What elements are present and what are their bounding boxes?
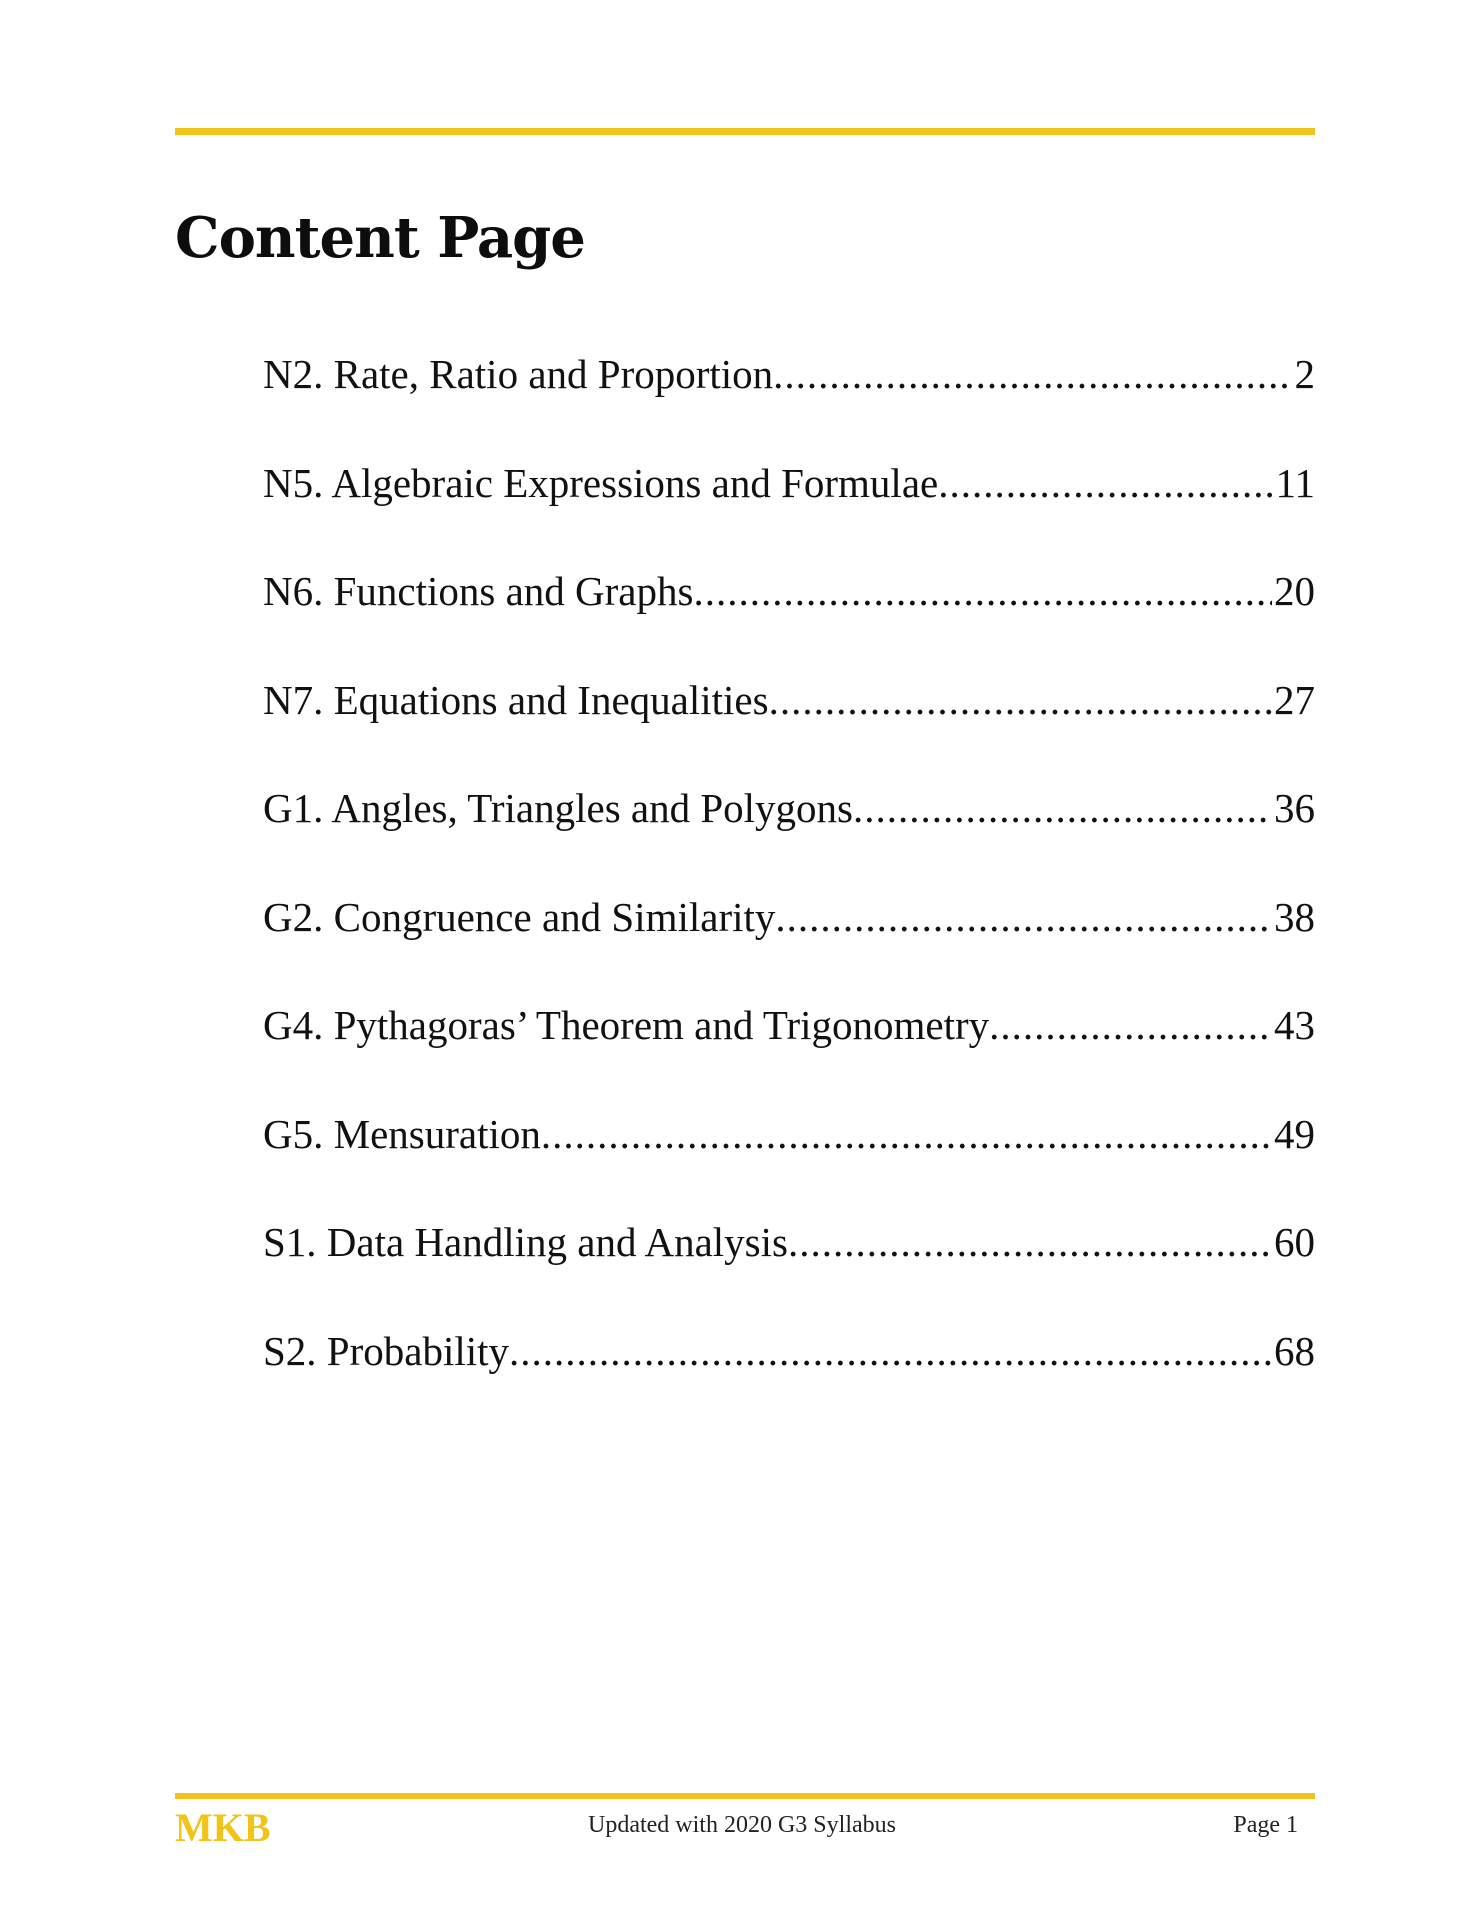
toc-entry[interactable] — [263, 340, 1315, 449]
toc-entry-label: G1. Angles, Triangles and Polygons — [263, 785, 853, 831]
toc-entry[interactable] — [263, 883, 1315, 992]
toc-dot-leader — [938, 449, 1273, 517]
toc-dot-leader — [853, 774, 1272, 842]
toc-dot-leader — [775, 883, 1272, 951]
toc-entry-label: N7. Equations and Inequalities — [263, 676, 769, 723]
footer-logo: MKB — [175, 1805, 271, 1850]
toc-entry-page: 60 — [1274, 1219, 1315, 1265]
toc-entry-page: 27 — [1274, 676, 1315, 723]
toc-entry[interactable] — [263, 1317, 1315, 1426]
toc-entry[interactable] — [263, 774, 1315, 883]
footer-syllabus-note: Updated with 2020 G3 Syllabus — [588, 1812, 896, 1838]
page-title: Content Page — [175, 205, 585, 271]
header-rule — [175, 128, 1315, 135]
toc-entry[interactable] — [263, 449, 1315, 558]
toc-entry[interactable] — [263, 557, 1315, 666]
toc-entry-page: 2 — [1294, 351, 1315, 397]
toc-dot-leader — [769, 666, 1272, 734]
toc-entry-page: 11 — [1275, 459, 1315, 506]
toc-entry-label: G4. Pythagoras’ Theorem and Trigonometry — [263, 1002, 990, 1048]
toc-dot-leader — [509, 1317, 1272, 1385]
toc-entry-label: G2. Congruence and Similarity — [263, 893, 776, 940]
toc-entry-label: N6. Functions and Graphs — [263, 568, 694, 614]
toc-entry-page: 38 — [1274, 893, 1315, 940]
toc-entry-label: N2. Rate, Ratio and Proportion — [263, 351, 774, 397]
toc-entry-page: 68 — [1274, 1327, 1315, 1374]
toc-entry[interactable] — [263, 666, 1315, 775]
table-of-contents — [263, 340, 1315, 1425]
toc-entry-label: N5. Algebraic Expressions and Formulae — [263, 459, 939, 506]
toc-entry[interactable] — [263, 1208, 1315, 1317]
toc-entry-page: 49 — [1274, 1110, 1315, 1157]
toc-entry-label: G5. Mensuration — [263, 1110, 541, 1157]
footer-page-number: Page 1 — [1233, 1812, 1298, 1838]
footer-rule — [175, 1793, 1315, 1799]
toc-dot-leader — [773, 340, 1292, 408]
toc-entry-page: 43 — [1274, 1002, 1315, 1048]
toc-dot-leader — [541, 1100, 1272, 1168]
toc-entry-label: S1. Data Handling and Analysis — [263, 1219, 788, 1265]
toc-entry-label: S2. Probability — [263, 1327, 510, 1374]
toc-entry-page: 20 — [1274, 568, 1315, 614]
toc-dot-leader — [788, 1208, 1272, 1276]
toc-entry[interactable] — [263, 1100, 1315, 1209]
toc-dot-leader — [989, 991, 1272, 1059]
toc-entry-page: 36 — [1274, 785, 1315, 831]
toc-dot-leader — [693, 557, 1272, 625]
toc-entry[interactable] — [263, 991, 1315, 1100]
